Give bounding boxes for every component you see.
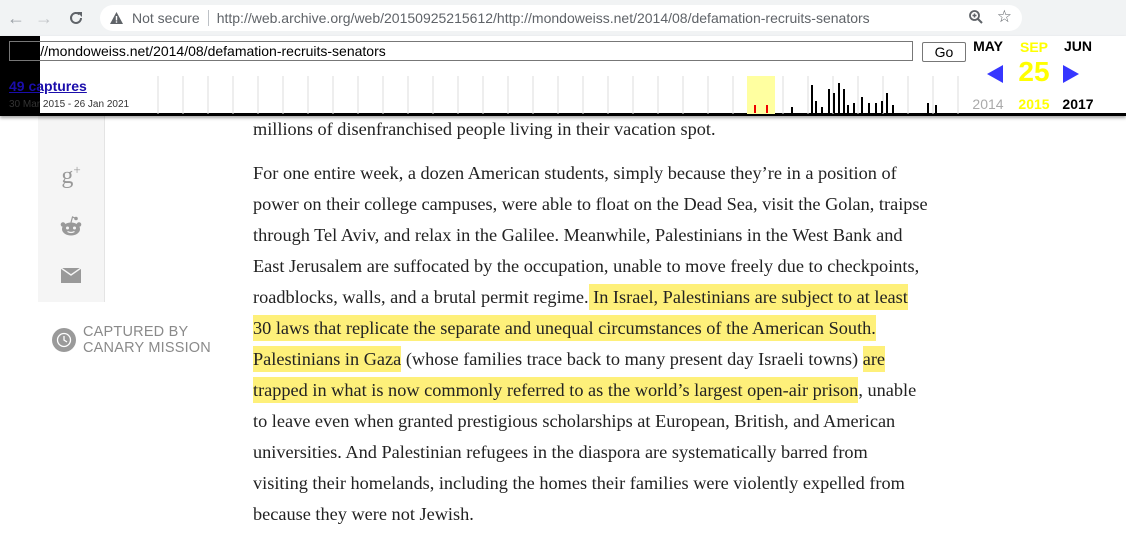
prev-capture-arrow-icon[interactable]: [985, 64, 1005, 89]
sparkline-bar: [868, 103, 870, 113]
sparkline-bar: [754, 105, 756, 113]
google-plus-icon[interactable]: g+: [61, 162, 81, 189]
captures-link[interactable]: 49 captures: [9, 78, 87, 94]
paragraph-line: [253, 406, 988, 437]
highlighted-text: are: [863, 346, 885, 372]
sparkline-current-year-highlight: [747, 76, 775, 114]
highlighted-text: trapped in what is now commonly referred to as the world’s largest open-air prison: [253, 377, 858, 403]
wayback-url-input[interactable]: http://mondoweiss.net/2014/08/defamation-recruits-senators: [9, 41, 913, 61]
go-button[interactable]: Go: [922, 42, 966, 62]
plain-text: East Jerusalem are suffocated by the occupation, unable to move freely due to checkpoints,: [253, 256, 920, 276]
plain-text: universities. And Palestinian refugees in the diaspora are systematically barred from: [253, 442, 868, 462]
plain-text: through Tel Aviv, and relax in the Galilee. Meanwhile, Palestinians in the West Bank and: [253, 225, 903, 245]
paragraph-line: [253, 437, 988, 468]
browser-toolbar: [0, 0, 1126, 36]
warning-icon: [108, 10, 124, 26]
sparkline-bar: [935, 105, 937, 113]
sparkline-bar: [766, 105, 768, 113]
sparkline-bar: [843, 89, 845, 113]
paragraph-line: [253, 499, 988, 530]
highlighted-text: In Israel, Palestinians are subject to at least: [589, 284, 908, 310]
paragraph-line: [253, 158, 988, 189]
sparkline-bar: [853, 103, 855, 113]
email-icon[interactable]: [38, 268, 104, 283]
paragraph-line: [253, 344, 988, 375]
plain-text: to leave even when granted prestigious scholarships at European, British, and American: [253, 411, 896, 431]
sparkline-bar: [821, 107, 823, 113]
sparkline-bar: [828, 89, 830, 113]
canary-line-1: CAPTURED BY: [83, 324, 189, 340]
next-month-label[interactable]: JUN: [1063, 38, 1092, 54]
sparkline-bar: [833, 93, 835, 113]
sparkline-bar: [811, 85, 813, 113]
current-month-label: SEP: [1019, 39, 1048, 55]
security-label: Not secure: [132, 10, 200, 26]
canary-mission-watermark: [52, 324, 211, 356]
paragraph-line: [253, 251, 988, 282]
sparkline-bar: [875, 103, 877, 113]
plain-text: (whose families trace back to many present day Israeli towns): [401, 349, 863, 369]
capture-date-range: 30 Mar 2015 - 26 Jan 2021: [9, 99, 130, 110]
paragraph-line: [253, 282, 988, 313]
sparkline-bar: [847, 105, 849, 113]
paragraph-line: [253, 468, 988, 499]
sparkline-bar: [886, 93, 888, 113]
sparkline-bar: [892, 105, 894, 113]
paragraph-top-line: millions of disenfranchised people living in their vacation spot.: [253, 119, 716, 139]
plain-text: roadblocks, walls, and a brutal permit regime.: [253, 287, 589, 307]
sparkline-bar: [861, 97, 863, 113]
bookmark-star-icon[interactable]: ☆: [996, 7, 1012, 26]
omnibox-divider: [208, 10, 209, 26]
prev-year-label[interactable]: 2014: [972, 96, 1004, 112]
reddit-icon[interactable]: [38, 216, 104, 238]
sparkline-bar: [881, 101, 883, 113]
sparkline-bar: [791, 107, 793, 113]
sparkline-bar: [838, 83, 840, 113]
capture-sparkline[interactable]: [150, 76, 965, 114]
paragraph-line: [253, 220, 988, 251]
plain-text: because they were not Jewish.: [253, 504, 474, 524]
current-day-label: 25: [1018, 56, 1050, 87]
sparkline-bar: [815, 101, 817, 113]
plain-text: power on their college campuses, were able to float on the Dead Sea, visit the Golan, traipse: [253, 194, 928, 214]
paragraph-line: [253, 375, 988, 406]
paragraph-line: [253, 313, 988, 344]
wayback-toolbar: [0, 36, 1126, 116]
canary-line-2: CANARY MISSION: [83, 340, 211, 356]
reload-icon[interactable]: [64, 6, 88, 30]
next-year-label[interactable]: 2017: [1062, 96, 1094, 112]
canary-logo-icon: [52, 328, 76, 352]
plain-text: , unable: [858, 380, 917, 400]
zoom-icon[interactable]: [968, 9, 984, 30]
address-bar[interactable]: [100, 5, 1022, 31]
next-capture-arrow-icon[interactable]: [1062, 64, 1080, 89]
highlighted-text: 30 laws that replicate the separate and unequal circumstances of the American South.: [253, 315, 876, 341]
article-paragraph: [253, 158, 988, 530]
sparkline-bar: [927, 103, 929, 113]
url-text[interactable]: http://web.archive.org/web/20150925215612/http://mondoweiss.net/2014/08/defamation-recruits-senators: [216, 10, 870, 26]
back-icon[interactable]: ←: [7, 7, 25, 28]
paragraph-line: [253, 189, 988, 220]
highlighted-text: Palestinians in Gaza: [253, 346, 401, 372]
forward-icon[interactable]: →: [35, 7, 53, 28]
plain-text: For one entire week, a dozen American students, simply because they’re in a position of: [253, 163, 897, 183]
prev-month-label[interactable]: MAY: [973, 38, 1003, 54]
plain-text: visiting their homelands, including the homes their families were violently expelled from: [253, 473, 905, 493]
current-year-label: 2015: [1018, 96, 1050, 112]
